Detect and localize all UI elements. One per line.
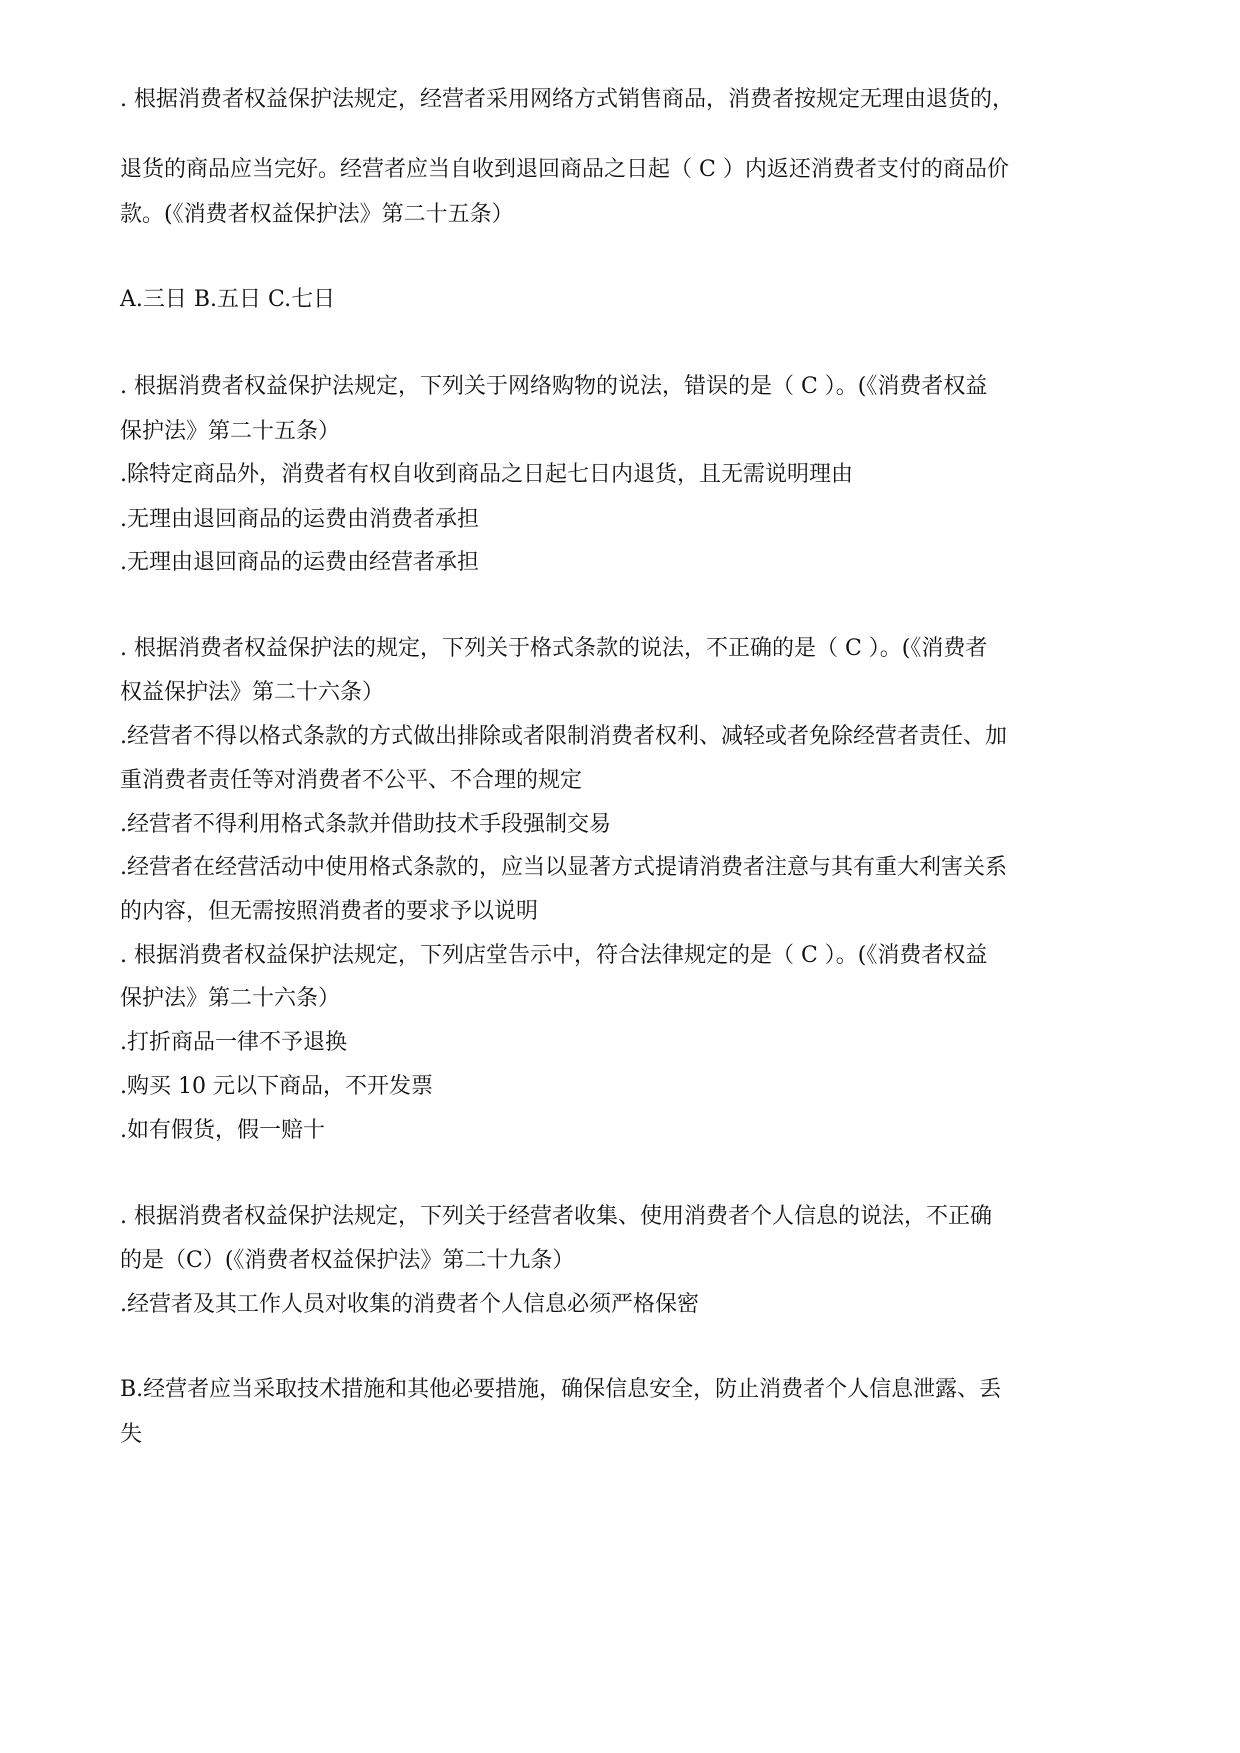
q3-option-c-1: .经营者在经营活动中使用格式条款的，应当以显著方式提请消费者注意与其有重大利害关系 xyxy=(120,855,1007,880)
q4-option-a: .打折商品一律不予退换 xyxy=(120,1030,347,1055)
q5-stem-line-1: . 根据消费者权益保护法规定，下列关于经营者收集、使用消费者个人信息的说法，不正确 xyxy=(120,1204,992,1229)
q4-option-c: .如有假货，假一赔十 xyxy=(120,1118,325,1143)
q1-options: A.三日 B.五日 C.七日 xyxy=(120,287,336,312)
q3-option-c-2: 的内容，但无需按照消费者的要求予以说明 xyxy=(120,899,539,924)
q3-option-a-1: .经营者不得以格式条款的方式做出排除或者限制消费者权利、减轻或者免除经营者责任、加 xyxy=(120,724,1007,749)
q5-option-b-1: B.经营者应当采取技术措施和其他必要措施，确保信息安全，防止消费者个人信息泄露、丢 xyxy=(120,1377,1002,1402)
q2-option-a: .除特定商品外，消费者有权自收到商品之日起七日内退货，且无需说明理由 xyxy=(120,462,853,487)
q5-option-b-2: 失 xyxy=(120,1422,143,1447)
q3-option-b: .经营者不得利用格式条款并借助技术手段强制交易 xyxy=(120,812,611,837)
q3-option-a-2: 重消费者责任等对消费者不公平、不合理的规定 xyxy=(120,768,583,793)
q2-stem-line-1: . 根据消费者权益保护法规定，下列关于网络购物的说法，错误的是（ C ）。(《消费者权益 xyxy=(120,374,988,399)
q3-stem-line-1: . 根据消费者权益保护法的规定，下列关于格式条款的说法，不正确的是（ C ）。(《消费者 xyxy=(120,636,988,661)
q1-stem-line-2: 退货的商品应当完好。经营者应当自收到退回商品之日起（ C ）内返还消费者支付的商品价 xyxy=(120,157,1009,182)
q2-option-c: .无理由退回商品的运费由经营者承担 xyxy=(120,550,479,575)
q4-stem-line-1: . 根据消费者权益保护法规定，下列店堂告示中，符合法律规定的是（ C ）。(《消费者权益 xyxy=(120,943,988,968)
q5-option-a: .经营者及其工作人员对收集的消费者个人信息必须严格保密 xyxy=(120,1292,699,1317)
q4-stem-line-2: 保护法》第二十六条） xyxy=(120,986,341,1011)
q2-stem-line-2: 保护法》第二十五条） xyxy=(120,419,341,444)
q5-stem-line-2: 的是（C）(《消费者权益保护法》第二十九条） xyxy=(120,1248,575,1273)
q1-stem-line-3: 款。(《消费者权益保护法》第二十五条） xyxy=(120,202,514,227)
q3-stem-line-2: 权益保护法》第二十六条） xyxy=(120,680,385,705)
q2-option-b: .无理由退回商品的运费由消费者承担 xyxy=(120,507,479,532)
q4-option-b: .购买 10 元以下商品，不开发票 xyxy=(120,1074,433,1099)
q1-stem-line-1: . 根据消费者权益保护法规定，经营者采用网络方式销售商品，消费者按规定无理由退货的， xyxy=(120,87,1014,112)
